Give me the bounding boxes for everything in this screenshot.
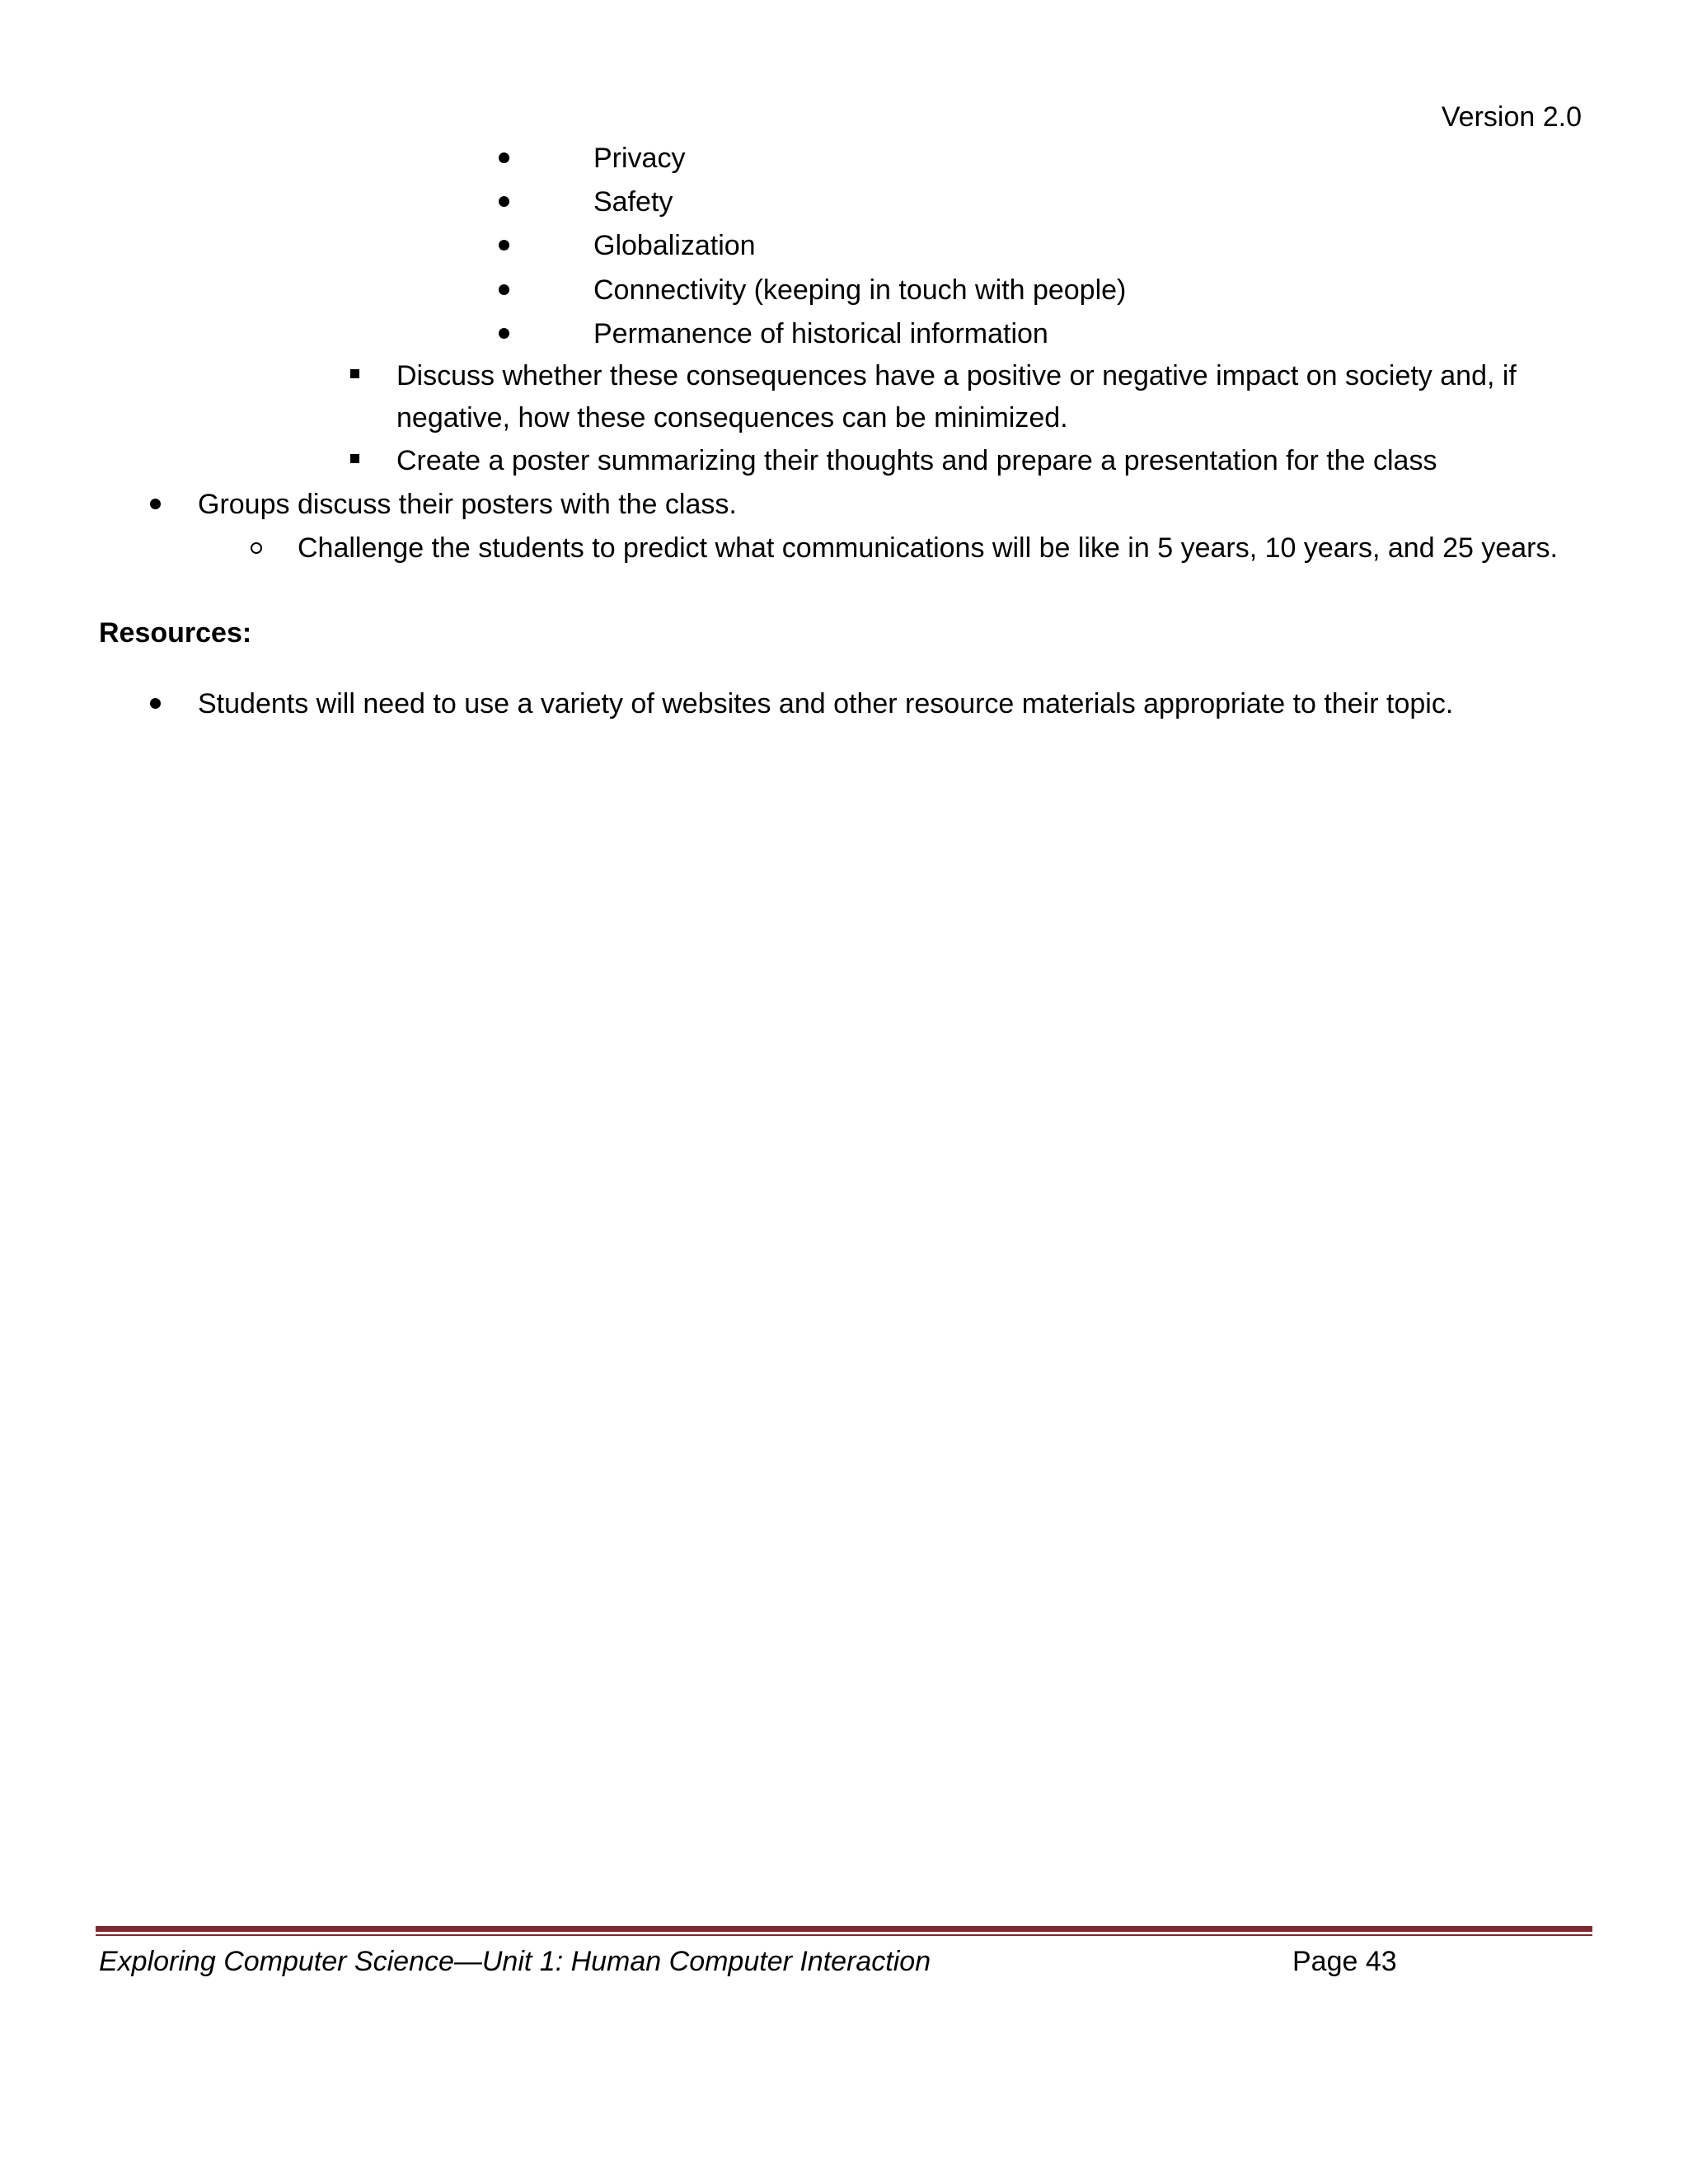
bullet-icon — [499, 240, 509, 251]
list-item-text: Students will need to use a variety of websites and other resource materials appropriate to their topic. — [198, 688, 1454, 719]
list-item-text: Create a poster summarizing their thoughts and prepare a presentation for the class — [396, 445, 1437, 476]
list-item-text: Challenge the students to predict what communications will be like in 5 years, 10 years, and 25 years. — [298, 532, 1558, 564]
square-bullet-icon — [350, 454, 359, 463]
list-item-text: Privacy — [593, 143, 686, 174]
bullet-icon — [499, 284, 509, 295]
resources-heading: Resources: — [99, 617, 252, 649]
list-item-text: Safety — [593, 186, 673, 218]
list-item-text: Connectivity (keeping in touch with people) — [593, 274, 1127, 306]
footer-title: Exploring Computer Science—Unit 1: Human Computer Interaction — [99, 1946, 931, 1977]
bullet-icon — [499, 196, 509, 207]
footer-divider — [96, 1926, 1592, 1932]
bullet-icon — [150, 499, 161, 509]
list-item-text: Globalization — [593, 230, 756, 261]
footer-divider-thin — [96, 1934, 1592, 1936]
page-number: Page 43 — [1292, 1946, 1397, 1977]
square-bullet-icon — [350, 369, 359, 378]
list-item-text: Discuss whether these consequences have a positive or negative impact on society and, if — [396, 360, 1517, 391]
bullet-icon — [150, 698, 161, 709]
circle-bullet-icon — [251, 542, 262, 554]
bullet-icon — [499, 152, 509, 163]
list-item-text-continued: negative, how these consequences can be minimized. — [396, 402, 1068, 434]
list-item-text: Permanence of historical information — [593, 318, 1048, 349]
list-item-text: Groups discuss their posters with the class. — [198, 489, 737, 520]
bullet-icon — [499, 328, 509, 339]
version-label: Version 2.0 — [1441, 101, 1582, 133]
